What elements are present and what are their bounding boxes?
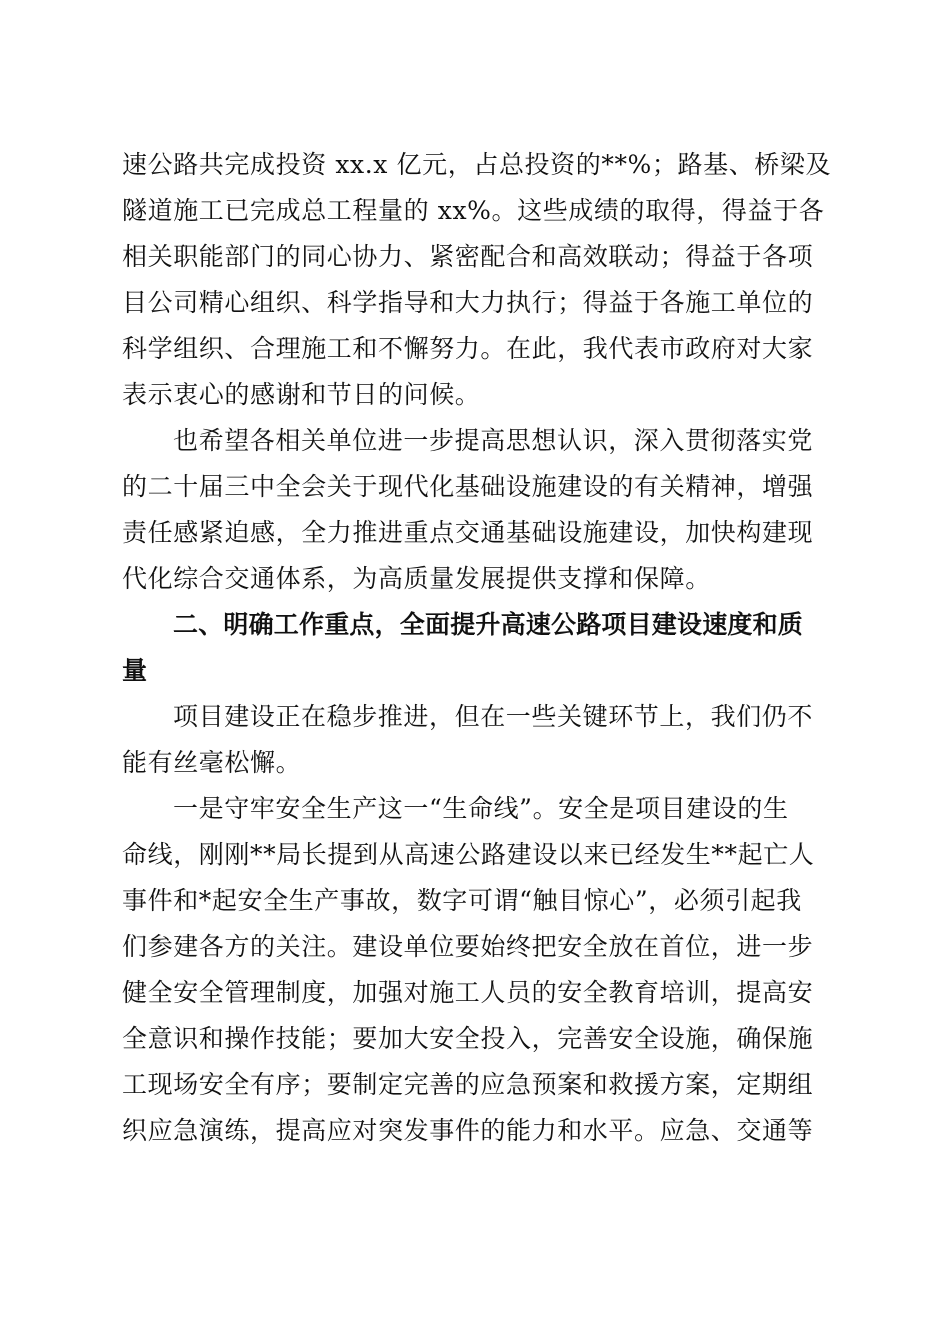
text-line: 命线，刚刚**局长提到从高速公路建设以来已经发生**起亡人 <box>122 840 815 869</box>
text-line: 们参建各方的关注。建设单位要始终把安全放在首位，进一步 <box>122 932 814 961</box>
text-line: 代化综合交通体系，为高质量发展提供支撑和保障。 <box>122 564 711 593</box>
text-line: 工现场安全有序；要制定完善的应急预案和救援方案，定期组 <box>122 1070 814 1099</box>
text-line: 表示衷心的感谢和节日的问候。 <box>122 380 481 409</box>
text-line: 目公司精心组织、科学指导和大力执行；得益于各施工单位的 <box>122 288 814 317</box>
text-line: 健全安全管理制度，加强对施工人员的安全教育培训，提高安 <box>122 978 814 1007</box>
text-line: 织应急演练，提高应对突发事件的能力和水平。应急、交通等 <box>122 1116 814 1145</box>
text-line: 责任感紧迫感，全力推进重点交通基础设施建设，加快构建现 <box>122 518 814 547</box>
paragraph-first-line: 项目建设正在稳步推进，但在一些关键环节上，我们仍不 <box>173 702 814 731</box>
text-line: 全意识和操作技能；要加大安全投入，完善安全设施，确保施 <box>122 1024 814 1053</box>
text-line: 的二十届三中全会关于现代化基础设施建设的有关精神，增强 <box>122 472 814 501</box>
section-heading: 二、明确工作重点，全面提升高速公路项目建设速度和质 <box>173 610 804 639</box>
text-line: 科学组织、合理施工和不懈努力。在此，我代表市政府对大家 <box>122 334 814 363</box>
text-line: 事件和*起安全生产事故，数字可谓“触目惊心”，必须引起我 <box>122 886 802 915</box>
text-line: 隧道施工已完成总工程量的 xx%。这些成绩的取得，得益于各 <box>122 196 825 225</box>
text-line: 能有丝毫松懈。 <box>122 748 302 777</box>
text-line: 相关职能部门的同心协力、紧密配合和高效联动；得益于各项 <box>122 242 814 271</box>
paragraph-first-line: 也希望各相关单位进一步提高思想认识，深入贯彻落实党 <box>173 426 814 455</box>
text-line: 速公路共完成投资 xx.x 亿元，占总投资的**%；路基、桥梁及 <box>122 150 832 179</box>
section-heading-continued: 量 <box>122 656 148 685</box>
document-body <box>122 142 832 1154</box>
paragraph-first-line: 一是守牢安全生产这一“生命线”。安全是项目建设的生 <box>173 794 789 823</box>
